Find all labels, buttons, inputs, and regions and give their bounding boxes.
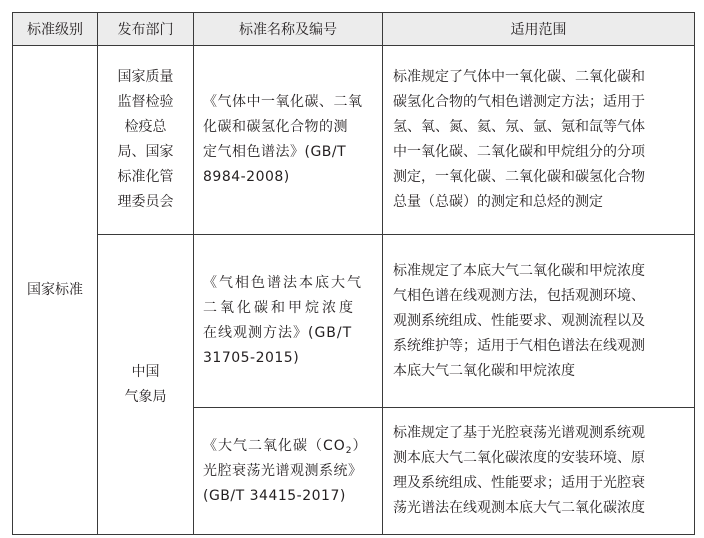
name-line: 在线观测方法》(GB/T bbox=[203, 325, 353, 341]
scope-line: 观测系统组成、性能要求、观测流程以及 bbox=[393, 312, 645, 329]
name-cell bbox=[194, 408, 383, 535]
name-line: 8984-2008) bbox=[203, 169, 290, 185]
header-scope: 适用范围 bbox=[383, 13, 695, 46]
dept-cell bbox=[98, 46, 194, 235]
name-cell bbox=[194, 235, 383, 408]
dept-cell bbox=[98, 235, 194, 535]
scope-cell bbox=[383, 46, 695, 235]
name-text: ） bbox=[352, 437, 368, 454]
name-line: 二氧化碳和甲烷浓度 bbox=[203, 300, 356, 316]
scope-line: 标准规定了基于光腔衰荡光谱观测系统观 bbox=[393, 425, 645, 441]
name-cell bbox=[194, 46, 383, 235]
name-line: 《气体中一氧化碳、二氧 bbox=[203, 94, 363, 110]
level-cell: 国家标准 bbox=[13, 46, 98, 535]
name-line: 31705-2015) bbox=[203, 350, 300, 366]
name-text: 《大气二氧化碳（CO bbox=[203, 437, 346, 454]
standards-table bbox=[12, 12, 695, 535]
name-line: 定气相色谱法》(GB/T bbox=[203, 144, 347, 160]
scope-line: 测本底大气二氧化碳浓度的安装环境、原 bbox=[393, 450, 645, 466]
scope-line: 理及系统组成、性能要求；适用于光腔衰 bbox=[393, 475, 645, 491]
header-name: 标准名称及编号 bbox=[194, 13, 383, 46]
dept-line: 监督检验 bbox=[117, 94, 174, 110]
scope-line: 中一氧化碳、二氧化碳和甲烷组分的分项 bbox=[393, 144, 645, 160]
dept-line: 标准化管 bbox=[117, 169, 174, 185]
table-row bbox=[13, 235, 695, 408]
dept-line: 局、国家 bbox=[117, 144, 174, 160]
scope-line: 氢、氧、氮、氦、氖、氩、氪和氙等气体 bbox=[393, 119, 645, 135]
scope-line: 标准规定了本底大气二氧化碳和甲烷浓度 bbox=[393, 262, 645, 279]
header-dept: 发布部门 bbox=[98, 13, 194, 46]
header-level: 标准级别 bbox=[13, 13, 98, 46]
dept-line: 国家质量 bbox=[117, 69, 174, 85]
name-line: 化碳和碳氢化合物的测 bbox=[203, 119, 348, 135]
scope-cell bbox=[383, 408, 695, 535]
scope-line: 本底大气二氧化碳和甲烷浓度 bbox=[393, 362, 575, 379]
header-row bbox=[13, 13, 695, 46]
dept-line: 检疫总 bbox=[124, 119, 167, 135]
scope-line: 系统维护等；适用于气相色谱法在线观测 bbox=[393, 337, 645, 354]
scope-line: 总量（总碳）的测定和总烃的测定 bbox=[393, 194, 603, 210]
subscript-two: 2 bbox=[345, 445, 353, 456]
table-row bbox=[13, 46, 695, 235]
scope-line: 气相色谱在线观测方法，包括观测环境、 bbox=[393, 287, 645, 304]
scope-line: 测定，一氧化碳、二氧化碳和碳氢化合物 bbox=[393, 169, 645, 185]
name-line: 光腔衰荡光谱观测系统》 bbox=[203, 462, 363, 479]
scope-line: 标准规定了气体中一氧化碳、二氧化碳和 bbox=[393, 69, 645, 85]
dept-line: 中国 bbox=[131, 363, 160, 380]
name-line: (GB/T 34415-2017) bbox=[203, 487, 346, 504]
dept-line: 气象局 bbox=[124, 388, 167, 405]
scope-line: 碳氢化合物的气相色谱测定方法；适用于 bbox=[393, 94, 645, 110]
scope-line: 荡光谱法在线观测本底大气二氧化碳浓度 bbox=[393, 500, 645, 516]
scope-cell bbox=[383, 235, 695, 408]
dept-line: 理委员会 bbox=[117, 194, 174, 210]
name-line: 《气相色谱法本底大气 bbox=[203, 275, 363, 291]
name-line bbox=[203, 434, 374, 459]
